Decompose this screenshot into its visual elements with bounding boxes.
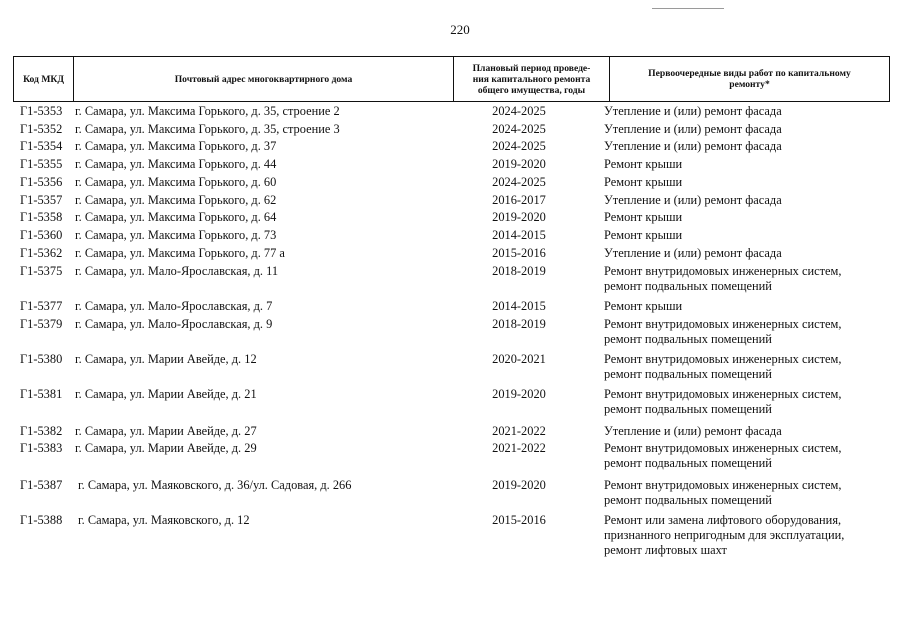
cell-works-line: Утепление и (или) ремонт фасада — [604, 104, 782, 118]
cell-works — [604, 478, 894, 508]
cell-code: Г1-5355 — [20, 157, 63, 171]
cell-works-line: ремонт подвальных помещений — [604, 367, 772, 381]
cell-address: г. Самара, ул. Марии Авейде, д. 27 — [75, 424, 257, 438]
cell-works — [604, 299, 894, 314]
cell-period: 2024-2025 — [492, 104, 546, 118]
cell-works — [604, 157, 894, 172]
cell-period: 2015-2016 — [492, 513, 546, 527]
cell-period: 2019-2020 — [492, 210, 546, 224]
page-number: 220 — [450, 22, 470, 37]
header-code-label: Код МКД — [23, 73, 64, 85]
cell-code: Г1-5354 — [20, 139, 63, 153]
cell-works — [604, 264, 894, 294]
cell-works-line: ремонт подвальных помещений — [604, 456, 772, 470]
cell-period: 2014-2015 — [492, 228, 546, 242]
cell-code: Г1-5383 — [20, 441, 63, 455]
cell-address: г. Самара, ул. Максима Горького, д. 73 — [75, 228, 277, 242]
cell-code: Г1-5353 — [20, 104, 63, 118]
cell-address: г. Самара, ул. Маяковского, д. 36/ул. Садовая, д. 266 — [78, 478, 352, 492]
header-period-line: Плановый период проведе- — [472, 62, 591, 74]
cell-code: Г1-5388 — [20, 513, 63, 527]
cell-works-line: Ремонт внутридомовых инженерных систем, — [604, 387, 842, 401]
cell-code: Г1-5356 — [20, 175, 63, 189]
header-address-label: Почтовый адрес многоквартирного дома — [174, 73, 353, 85]
cell-code: Г1-5382 — [20, 424, 63, 438]
cell-address: г. Самара, ул. Максима Горького, д. 62 — [75, 193, 277, 207]
cell-period: 2020-2021 — [492, 352, 546, 366]
cell-address: г. Самара, ул. Максима Горького, д. 60 — [75, 175, 277, 189]
cell-code: Г1-5358 — [20, 210, 63, 224]
cell-period: 2016-2017 — [492, 193, 546, 207]
cell-works — [604, 387, 894, 417]
header-code — [13, 57, 74, 101]
cell-works-line: Ремонт внутридомовых инженерных систем, — [604, 478, 842, 492]
cell-code: Г1-5362 — [20, 246, 63, 260]
cell-works-line: Ремонт или замена лифтового оборудования, — [604, 513, 842, 527]
cell-address: г. Самара, ул. Мало-Ярославская, д. 7 — [75, 299, 273, 313]
cell-works-line: ремонт лифтовых шахт — [604, 543, 727, 557]
top-rule — [652, 8, 724, 9]
cell-works — [604, 317, 894, 347]
cell-period: 2021-2022 — [492, 441, 546, 455]
cell-works — [604, 513, 894, 558]
cell-works — [604, 228, 894, 243]
cell-works-line: Ремонт крыши — [604, 175, 683, 189]
cell-period: 2021-2022 — [492, 424, 546, 438]
cell-works — [604, 210, 894, 225]
header-period-line: ния капитального ремонта — [472, 73, 591, 85]
cell-address: г. Самара, ул. Марии Авейде, д. 29 — [75, 441, 257, 455]
table-header — [13, 56, 890, 102]
cell-address: г. Самара, ул. Максима Горького, д. 64 — [75, 210, 277, 224]
cell-works — [604, 424, 894, 439]
cell-code: Г1-5377 — [20, 299, 63, 313]
cell-works-line: ремонт подвальных помещений — [604, 332, 772, 346]
cell-code: Г1-5352 — [20, 122, 63, 136]
cell-period: 2019-2020 — [492, 157, 546, 171]
cell-works-line: Утепление и (или) ремонт фасада — [604, 122, 782, 136]
cell-address: г. Самара, ул. Марии Авейде, д. 12 — [75, 352, 257, 366]
cell-works — [604, 193, 894, 208]
cell-address: г. Самара, ул. Максима Горького, д. 35, строение 3 — [75, 122, 340, 136]
cell-code: Г1-5380 — [20, 352, 63, 366]
cell-period: 2024-2025 — [492, 122, 546, 136]
cell-address: г. Самара, ул. Марии Авейде, д. 21 — [75, 387, 257, 401]
cell-works-line: Ремонт крыши — [604, 157, 683, 171]
cell-period: 2024-2025 — [492, 139, 546, 153]
cell-code: Г1-5360 — [20, 228, 63, 242]
cell-works-line: Утепление и (или) ремонт фасада — [604, 424, 782, 438]
cell-period: 2018-2019 — [492, 317, 546, 331]
cell-works-line: Ремонт крыши — [604, 210, 683, 224]
cell-period: 2019-2020 — [492, 478, 546, 492]
cell-works-line: Ремонт внутридомовых инженерных систем, — [604, 317, 842, 331]
cell-address: г. Самара, ул. Мало-Ярославская, д. 11 — [75, 264, 279, 278]
cell-period: 2014-2015 — [492, 299, 546, 313]
cell-code: Г1-5379 — [20, 317, 63, 331]
cell-works-line: Ремонт внутридомовых инженерных систем, — [604, 441, 842, 455]
cell-works — [604, 246, 894, 261]
header-period-line: общего имущества, годы — [477, 84, 586, 96]
cell-address: г. Самара, ул. Максима Горького, д. 37 — [75, 139, 277, 153]
cell-period: 2019-2020 — [492, 387, 546, 401]
cell-code: Г1-5357 — [20, 193, 63, 207]
cell-works-line: признанного непригодным для эксплуатации, — [604, 528, 845, 542]
cell-works-line: Утепление и (или) ремонт фасада — [604, 139, 782, 153]
cell-works-line: ремонт подвальных помещений — [604, 493, 772, 507]
header-works-line: Первоочередные виды работ по капитальному — [648, 68, 851, 79]
cell-works-line: ремонт подвальных помещений — [604, 279, 772, 293]
cell-code: Г1-5381 — [20, 387, 63, 401]
header-works-line: ремонту* — [729, 79, 770, 90]
header-period — [454, 57, 610, 101]
cell-works — [604, 352, 894, 382]
cell-works — [604, 175, 894, 190]
cell-code: Г1-5387 — [20, 478, 63, 492]
cell-works-line: ремонт подвальных помещений — [604, 402, 772, 416]
cell-works — [604, 122, 894, 137]
cell-period: 2018-2019 — [492, 264, 546, 278]
cell-period: 2015-2016 — [492, 246, 546, 260]
cell-works-line: Ремонт крыши — [604, 299, 683, 313]
cell-address: г. Самара, ул. Мало-Ярославская, д. 9 — [75, 317, 273, 331]
cell-works-line: Ремонт внутридомовых инженерных систем, — [604, 264, 842, 278]
cell-address: г. Самара, ул. Максима Горького, д. 35, строение 2 — [75, 104, 340, 118]
header-works — [610, 57, 890, 101]
cell-works — [604, 441, 894, 471]
cell-works-line: Ремонт внутридомовых инженерных систем, — [604, 352, 842, 366]
cell-works — [604, 139, 894, 154]
cell-works-line: Утепление и (или) ремонт фасада — [604, 246, 782, 260]
cell-works-line: Утепление и (или) ремонт фасада — [604, 193, 782, 207]
cell-code: Г1-5375 — [20, 264, 63, 278]
cell-works-line: Ремонт крыши — [604, 228, 683, 242]
cell-address: г. Самара, ул. Максима Горького, д. 44 — [75, 157, 277, 171]
cell-period: 2024-2025 — [492, 175, 546, 189]
header-address — [74, 57, 454, 101]
cell-address: г. Самара, ул. Максима Горького, д. 77 а — [75, 246, 285, 260]
cell-works — [604, 104, 894, 119]
cell-address: г. Самара, ул. Маяковского, д. 12 — [78, 513, 250, 527]
